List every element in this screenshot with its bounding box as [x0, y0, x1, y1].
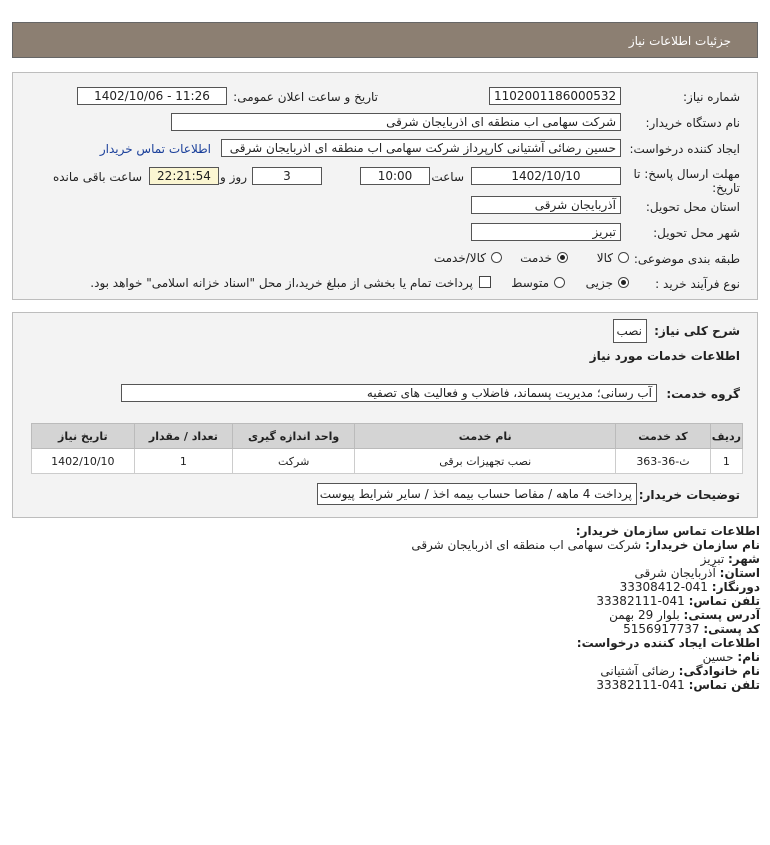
contact-postal: کد پستی: 5156917737 — [623, 622, 760, 636]
creator-phone: تلفن تماس: 041-33382111 — [596, 678, 760, 692]
col-qty-header: تعداد / مقدار — [134, 424, 232, 449]
service-date: 1402/10/10 — [32, 449, 135, 474]
page-header — [12, 22, 758, 58]
contact-city: شهر: تبریز — [700, 552, 760, 566]
need-details-panel — [12, 72, 758, 300]
col-date-header: تاریخ نیاز — [32, 424, 135, 449]
announce-field: 1402/10/06 - 11:26 — [77, 87, 227, 105]
services-title: اطلاعات خدمات مورد نیاز — [589, 349, 740, 363]
process-partial-radio[interactable] — [618, 277, 629, 288]
need-number-label: شماره نیاز: — [683, 90, 740, 104]
buyer-org-field: شرکت سهامی اب منطقه ای اذربایجان شرقی — [171, 113, 621, 131]
creator-contact-title: اطلاعات ایجاد کننده درخواست: — [576, 636, 760, 650]
service-name: نصب تجهیزات برقی — [355, 449, 616, 474]
deadline-date-field: 1402/10/10 — [471, 167, 621, 185]
category-service-radio[interactable] — [557, 252, 568, 263]
service-unit: شرکت — [233, 449, 355, 474]
city-label: شهر محل تحویل: — [653, 226, 740, 240]
col-row-header: ردیف — [710, 424, 742, 449]
contact-fax: دورنگار: 041-33308412 — [619, 580, 760, 594]
requester-label: ایجاد کننده درخواست: — [629, 142, 740, 156]
summary-field: نصب — [613, 319, 647, 343]
row-number: 1 — [710, 449, 742, 474]
remaining-time-field: 22:21:54 — [149, 167, 219, 185]
days-field: 3 — [252, 167, 322, 185]
buyer-contact-link[interactable]: اطلاعات تماس خریدار — [99, 142, 211, 156]
creator-last-name: نام خانوادگی: رضائی آشتیانی — [600, 664, 760, 678]
announce-label: تاریخ و ساعت اعلان عمومی: — [233, 90, 378, 104]
page-title: جزئیات اطلاعات نیاز — [628, 34, 731, 48]
process-medium-label: متوسط — [511, 276, 549, 290]
requester-field: حسین رضائی آشتیانی کارپرداز شرکت سهامی اب منطقه ای اذربایجان شرقی — [221, 139, 621, 157]
province-field: آذربایجان شرقی — [471, 196, 621, 214]
category-label: طبقه بندی موضوعی: — [633, 252, 740, 266]
treasury-payment-note: پرداخت تمام یا بخشی از مبلغ خرید،از محل "اسناد خزانه اسلامی" خواهد بود. — [90, 276, 473, 290]
service-group-field: آب رسانی؛ مدیریت پسماند، فاضلاب و فعالیت های تصفیه — [121, 384, 657, 402]
contact-province: استان: آذربایجان شرقی — [634, 566, 760, 580]
category-both-label: کالا/خدمت — [433, 251, 486, 265]
days-label: روز و — [220, 170, 247, 184]
need-number-field: 1102001186000532 — [489, 87, 621, 105]
province-label: استان محل تحویل: — [645, 200, 740, 214]
category-service-label: خدمت — [520, 251, 552, 265]
buyer-org-label: نام دستگاه خریدار: — [645, 116, 740, 130]
summary-label: شرح کلی نیاز: — [654, 324, 740, 338]
creator-first-name: نام: حسین — [702, 650, 760, 664]
buyer-notes-label: توضیحات خریدار: — [638, 488, 740, 502]
time-label: ساعت — [431, 170, 464, 184]
contact-address: آدرس پستی: بلوار 29 بهمن — [609, 608, 760, 622]
service-group-label: گروه خدمت: — [666, 387, 740, 401]
deadline-time-field: 10:00 — [360, 167, 430, 185]
table-row — [32, 449, 743, 474]
category-goods-radio[interactable] — [618, 252, 629, 263]
process-label: نوع فرآیند خرید : — [655, 277, 740, 291]
services-table — [31, 423, 743, 474]
col-code-header: کد خدمت — [616, 424, 711, 449]
treasury-payment-checkbox[interactable] — [479, 276, 491, 288]
category-both-radio[interactable] — [491, 252, 502, 263]
deadline-label: مهلت ارسال پاسخ: تا — [633, 167, 740, 181]
contact-org: نام سازمان خریدار: شرکت سهامی اب منطقه ای اذربایجان شرقی — [411, 538, 760, 552]
contact-phone: تلفن تماس: 041-33382111 — [596, 594, 760, 608]
remaining-label: ساعت باقی مانده — [52, 170, 142, 184]
buyer-contact-title: اطلاعات تماس سازمان خریدار: — [575, 524, 760, 538]
service-qty: 1 — [134, 449, 232, 474]
need-services-panel — [12, 312, 758, 518]
col-unit-header: واحد اندازه گیری — [233, 424, 355, 449]
buyer-notes-field: پرداخت 4 ماهه / مفاصا حساب بیمه اخذ / سایر شرایط پیوست — [317, 483, 637, 505]
col-name-header: نام خدمت — [355, 424, 616, 449]
category-goods-label: کالا — [596, 251, 613, 265]
service-code: ث-36-363 — [616, 449, 711, 474]
services-table-header — [32, 424, 743, 449]
process-medium-radio[interactable] — [554, 277, 565, 288]
city-field: تبریز — [471, 223, 621, 241]
deadline-label-2: تاریخ: — [712, 181, 740, 195]
process-partial-label: جزیی — [585, 276, 613, 290]
